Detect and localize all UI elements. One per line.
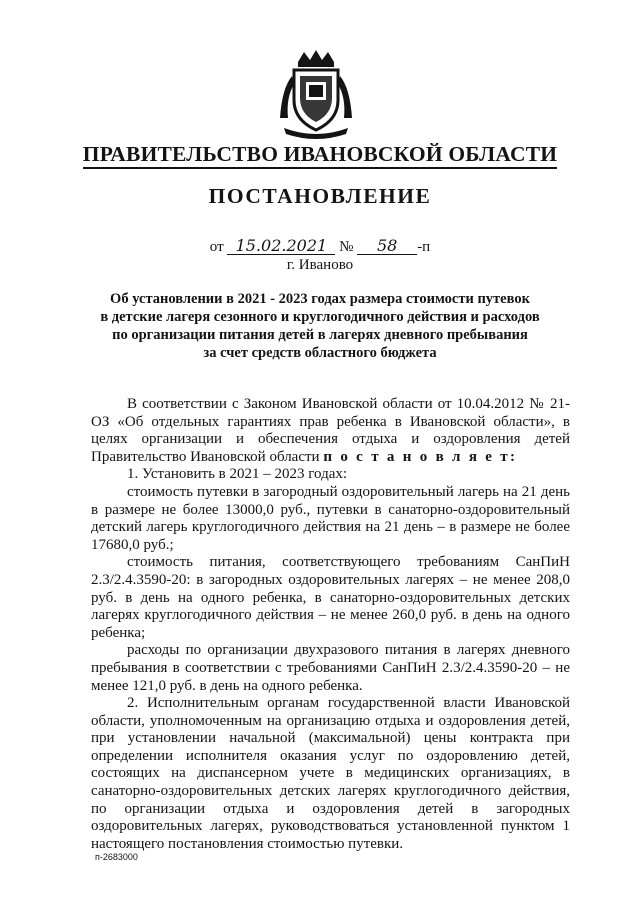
handwritten-number: 58: [357, 238, 417, 255]
organization-title: ПРАВИТЕЛЬСТВО ИВАНОВСКОЙ ОБЛАСТИ: [0, 142, 640, 167]
handwritten-date: 15.02.2021: [227, 238, 335, 255]
coat-of-arms-icon: [276, 48, 356, 140]
city-line: г. Иваново: [286, 257, 354, 273]
footer-code: п-2683000: [95, 852, 138, 862]
date-prefix: от: [209, 239, 224, 255]
decree-word: п о с т а н о в л я е т:: [323, 448, 518, 465]
subject-line: Об установлении в 2021 - 2023 годах размера стоимости путевок: [110, 291, 530, 307]
item1-paragraph-b: стоимость питания, соответствующего требованиям СанПиН 2.3/2.4.3590-20: в загородных оздоровительных лагерях – не менее 208,0 руб. в день на одного ребенка, в санаторно-оздоровительных детских лагерях круглогодичного действия – не менее 260,0 руб. в день на одного ребенка;: [91, 554, 570, 641]
preamble-paragraph: [91, 396, 570, 466]
subject-line: за счет средств областного бюджета: [203, 345, 437, 361]
document-subject: [70, 290, 570, 362]
document-body: [91, 396, 570, 853]
date-number-line: [0, 238, 640, 256]
preamble-text: В соответствии с Законом Ивановской области от 10.04.2012 № 21-ОЗ «Об отдельных гарантиях прав ребенка в Ивановской области», в целях организации и обеспечения отдыха и оздоровления детей Правительство Ивановской области: [91, 396, 570, 465]
item1-paragraph-a: стоимость путевки в загородный оздоровительный лагерь на 21 день в размере не более 13000,0 руб., путевки в санаторно-оздоровительный детский лагерь круглогодичного действия на 21 день – в размере не более 17680,0 руб.;: [91, 483, 570, 553]
subject-line: в детские лагеря сезонного и круглогодичного действия и расходов: [100, 309, 540, 325]
document-type: ПОСТАНОВЛЕНИЕ: [208, 184, 432, 208]
item1-paragraph-c: расходы по организации двухразового питания в лагерях дневного пребывания в соответствии с требованиями СанПиН 2.3/2.4.3590-20 – не менее 121,0 руб. в день на одного ребенка.: [91, 642, 570, 694]
number-sign: №: [339, 239, 354, 255]
subject-line: по организации питания детей в лагерях дневного пребывания: [112, 327, 528, 343]
number-suffix: -п: [417, 239, 431, 255]
item2-paragraph: 2. Исполнительным органам государственной власти Ивановской области, уполномоченным на организацию отдыха и оздоровления детей, при установлении начальной (максимальной) цены контракта при определении исполнителя оказания услуг по оздоровлению детей, состоящих на диспансерном учете в медицинских организациях, в санаторно-оздоровительных детских лагерях круглогодичного действия, по организации отдыха и оздоровления детей в загородных оздоровительных лагерях, руководствоваться установленной пунктом 1 настоящего постановления стоимостью путевки.: [91, 695, 570, 852]
item1-title: 1. Установить в 2021 – 2023 годах:: [127, 466, 348, 483]
